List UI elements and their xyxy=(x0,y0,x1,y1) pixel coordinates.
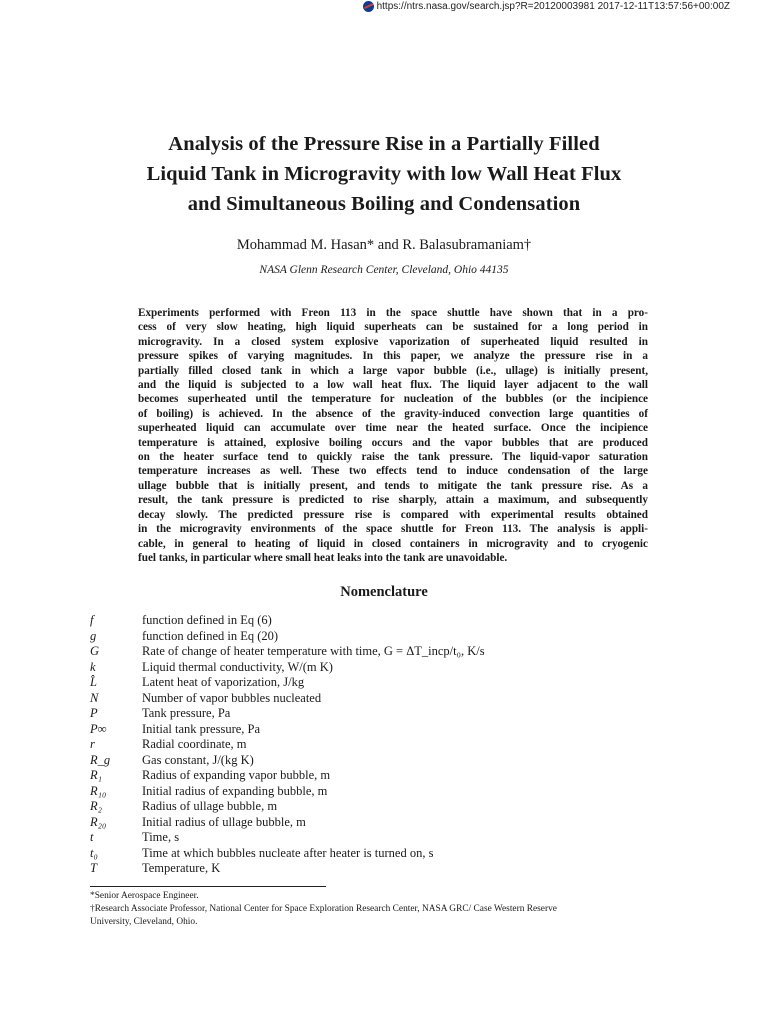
nomenclature-symbol: L̂ xyxy=(90,675,97,689)
nomenclature-definition: function defined in Eq (20) xyxy=(142,628,279,643)
abstract-line: superheated liquid can accumulate over time near the heated surface. Once the incipience xyxy=(138,422,648,435)
nomenclature-definition: Liquid thermal conductivity, W/(m K) xyxy=(142,659,333,674)
footnote: †Research Associate Professor, National Center for Space Exploration Research Center, NASA GRC/ Case Western Reserve xyxy=(90,904,557,914)
abstract-line: temperature increases as well. These two effects tend to induce condensation of the large xyxy=(138,465,648,478)
nomenclature-row xyxy=(90,815,650,831)
abstract-line: and the liquid is subjected to a low wall heat flux. The liquid layer adjacent to the wall xyxy=(138,379,648,392)
nomenclature-definition: Initial tank pressure, Pa xyxy=(142,721,261,736)
nomenclature-row xyxy=(90,737,650,753)
nomenclature-symbol: R₁₀ xyxy=(90,783,107,798)
nomenclature-row xyxy=(90,784,650,800)
ntrs-header xyxy=(363,0,730,13)
abstract-line: pressure spikes of varying magnitudes. In this paper, we analyze the pressure rise in a xyxy=(138,350,648,363)
nomenclature-symbol: R₂ xyxy=(90,799,102,813)
nomenclature-row xyxy=(90,660,650,676)
nomenclature-definition: Tank pressure, Pa xyxy=(142,706,231,720)
paper-title xyxy=(0,129,768,219)
abstract-line: in the microgravity environments of the space shuttle for Freon 113. The analysis is appli- xyxy=(138,523,648,536)
nomenclature-symbol: f xyxy=(90,613,94,627)
footnotes xyxy=(90,890,682,929)
nomenclature-row xyxy=(90,675,650,691)
abstract-line: temperature is attained, explosive boiling occurs and the vapor bubbles that are produced xyxy=(138,436,648,449)
nomenclature-definition: Time, s xyxy=(142,830,180,844)
nomenclature-heading: Nomenclature xyxy=(340,584,428,600)
nomenclature-row xyxy=(90,768,650,784)
nomenclature-row xyxy=(90,644,650,660)
abstract-line: decay slowly. The predicted pressure rise is compared with experimental results obtained xyxy=(138,508,648,521)
nomenclature-definition: Temperature, K xyxy=(142,861,221,875)
abstract-line: cable, in general to heating of liquid in closed containers in microgravity and to cryogenic xyxy=(138,537,648,550)
nomenclature-row xyxy=(90,753,650,769)
nomenclature-row xyxy=(90,830,650,846)
nomenclature-row xyxy=(90,613,650,629)
nomenclature-symbol: t₀ xyxy=(90,845,98,860)
nomenclature-symbol: t xyxy=(90,830,94,844)
footnote: University, Cleveland, Ohio. xyxy=(90,917,198,927)
affiliation: NASA Glenn Research Center, Cleveland, Ohio 44135 xyxy=(259,264,509,276)
title-line: Liquid Tank in Microgravity with low Wall Heat Flux xyxy=(146,163,622,185)
nomenclature-row xyxy=(90,799,650,815)
nomenclature-symbol: R₂₀ xyxy=(90,814,107,829)
nomenclature-definition: Latent heat of vaporization, J/kg xyxy=(142,675,305,689)
ntrs-url-stamp[interactable]: https://ntrs.nasa.gov/search.jsp?R=20120003981 2017-12-11T13:57:56+00:00Z xyxy=(376,1,730,12)
abstract-line: of boiling) is achieved. In the absence of the gravity-induced convection large quantities of xyxy=(138,407,648,420)
nomenclature-symbol: P∞ xyxy=(90,721,107,736)
nomenclature-symbol: T xyxy=(90,861,97,875)
abstract-line: result, the tank pressure is predicted to rise sharply, attain a maximum, and subsequently xyxy=(138,494,648,507)
footnote: *Senior Aerospace Engineer. xyxy=(90,891,199,901)
nomenclature-row xyxy=(90,691,650,707)
abstract-line: Experiments performed with Freon 113 in the space shuttle have shown that in a pro- xyxy=(138,307,648,319)
abstract-line: becomes superheated until the temperature for nucleation of the bubbles (or the incipience xyxy=(138,393,648,406)
nomenclature-definition: Radius of ullage bubble, m xyxy=(142,799,278,813)
abstract-line: cess of very slow heating, high liquid superheats can be sustained for a long period in xyxy=(138,321,648,334)
nomenclature-definition: Rate of change of heater temperature with time, G = ΔT_incp/t₀, K/s xyxy=(142,644,485,658)
abstract-line: partially filled closed tank in which a large vapor bubble (i.e., ullage) is initially present, xyxy=(138,364,648,377)
nomenclature-symbol: N xyxy=(90,690,99,705)
abstract-line: fuel tanks, in particular where small heat leaks into the tank are unavoidable. xyxy=(138,551,508,564)
authors: Mohammad M. Hasan* and R. Balasubramaniam† xyxy=(236,237,532,253)
nomenclature-definition: function defined in Eq (6) xyxy=(142,613,272,627)
abstract-line: ullage bubble that is initially present, and tends to mitigate the tank pressure rise. As a xyxy=(138,479,648,492)
nomenclature-list xyxy=(90,613,650,877)
title-line: Analysis of the Pressure Rise in a Partially Filled xyxy=(168,133,600,155)
footnote-rule xyxy=(90,886,326,887)
nasa-logo-icon xyxy=(363,1,374,12)
nomenclature-definition: Gas constant, J/(kg K) xyxy=(142,752,254,767)
nomenclature-row xyxy=(90,706,650,722)
abstract xyxy=(138,306,648,565)
nomenclature-symbol: R₁ xyxy=(90,768,102,782)
nomenclature-symbol: r xyxy=(90,737,95,751)
nomenclature-row xyxy=(90,861,650,877)
nomenclature-row xyxy=(90,846,650,862)
nomenclature-symbol: k xyxy=(90,659,96,674)
nomenclature-definition: Initial radius of expanding bubble, m xyxy=(142,783,328,798)
nomenclature-definition: Initial radius of ullage bubble, m xyxy=(142,814,306,829)
nomenclature-definition: Number of vapor bubbles nucleated xyxy=(142,690,322,705)
nomenclature-definition: Radial coordinate, m xyxy=(142,737,247,751)
nomenclature-symbol: G xyxy=(90,644,100,658)
abstract-line: microgravity. In a closed system explosive vaporization of superheated liquid resulted in xyxy=(138,335,648,348)
nomenclature-symbol: P xyxy=(90,706,98,720)
title-line: and Simultaneous Boiling and Condensation xyxy=(187,193,581,215)
nomenclature-symbol: g xyxy=(90,628,97,643)
nomenclature-definition: Time at which bubbles nucleate after heater is turned on, s xyxy=(142,845,434,860)
abstract-line: on the heater surface tend to quickly raise the tank pressure. The liquid-vapor saturation xyxy=(138,451,648,464)
nomenclature-definition: Radius of expanding vapor bubble, m xyxy=(142,768,331,782)
nomenclature-symbol: R_g xyxy=(90,752,111,767)
nomenclature-row xyxy=(90,629,650,645)
nomenclature-row xyxy=(90,722,650,738)
